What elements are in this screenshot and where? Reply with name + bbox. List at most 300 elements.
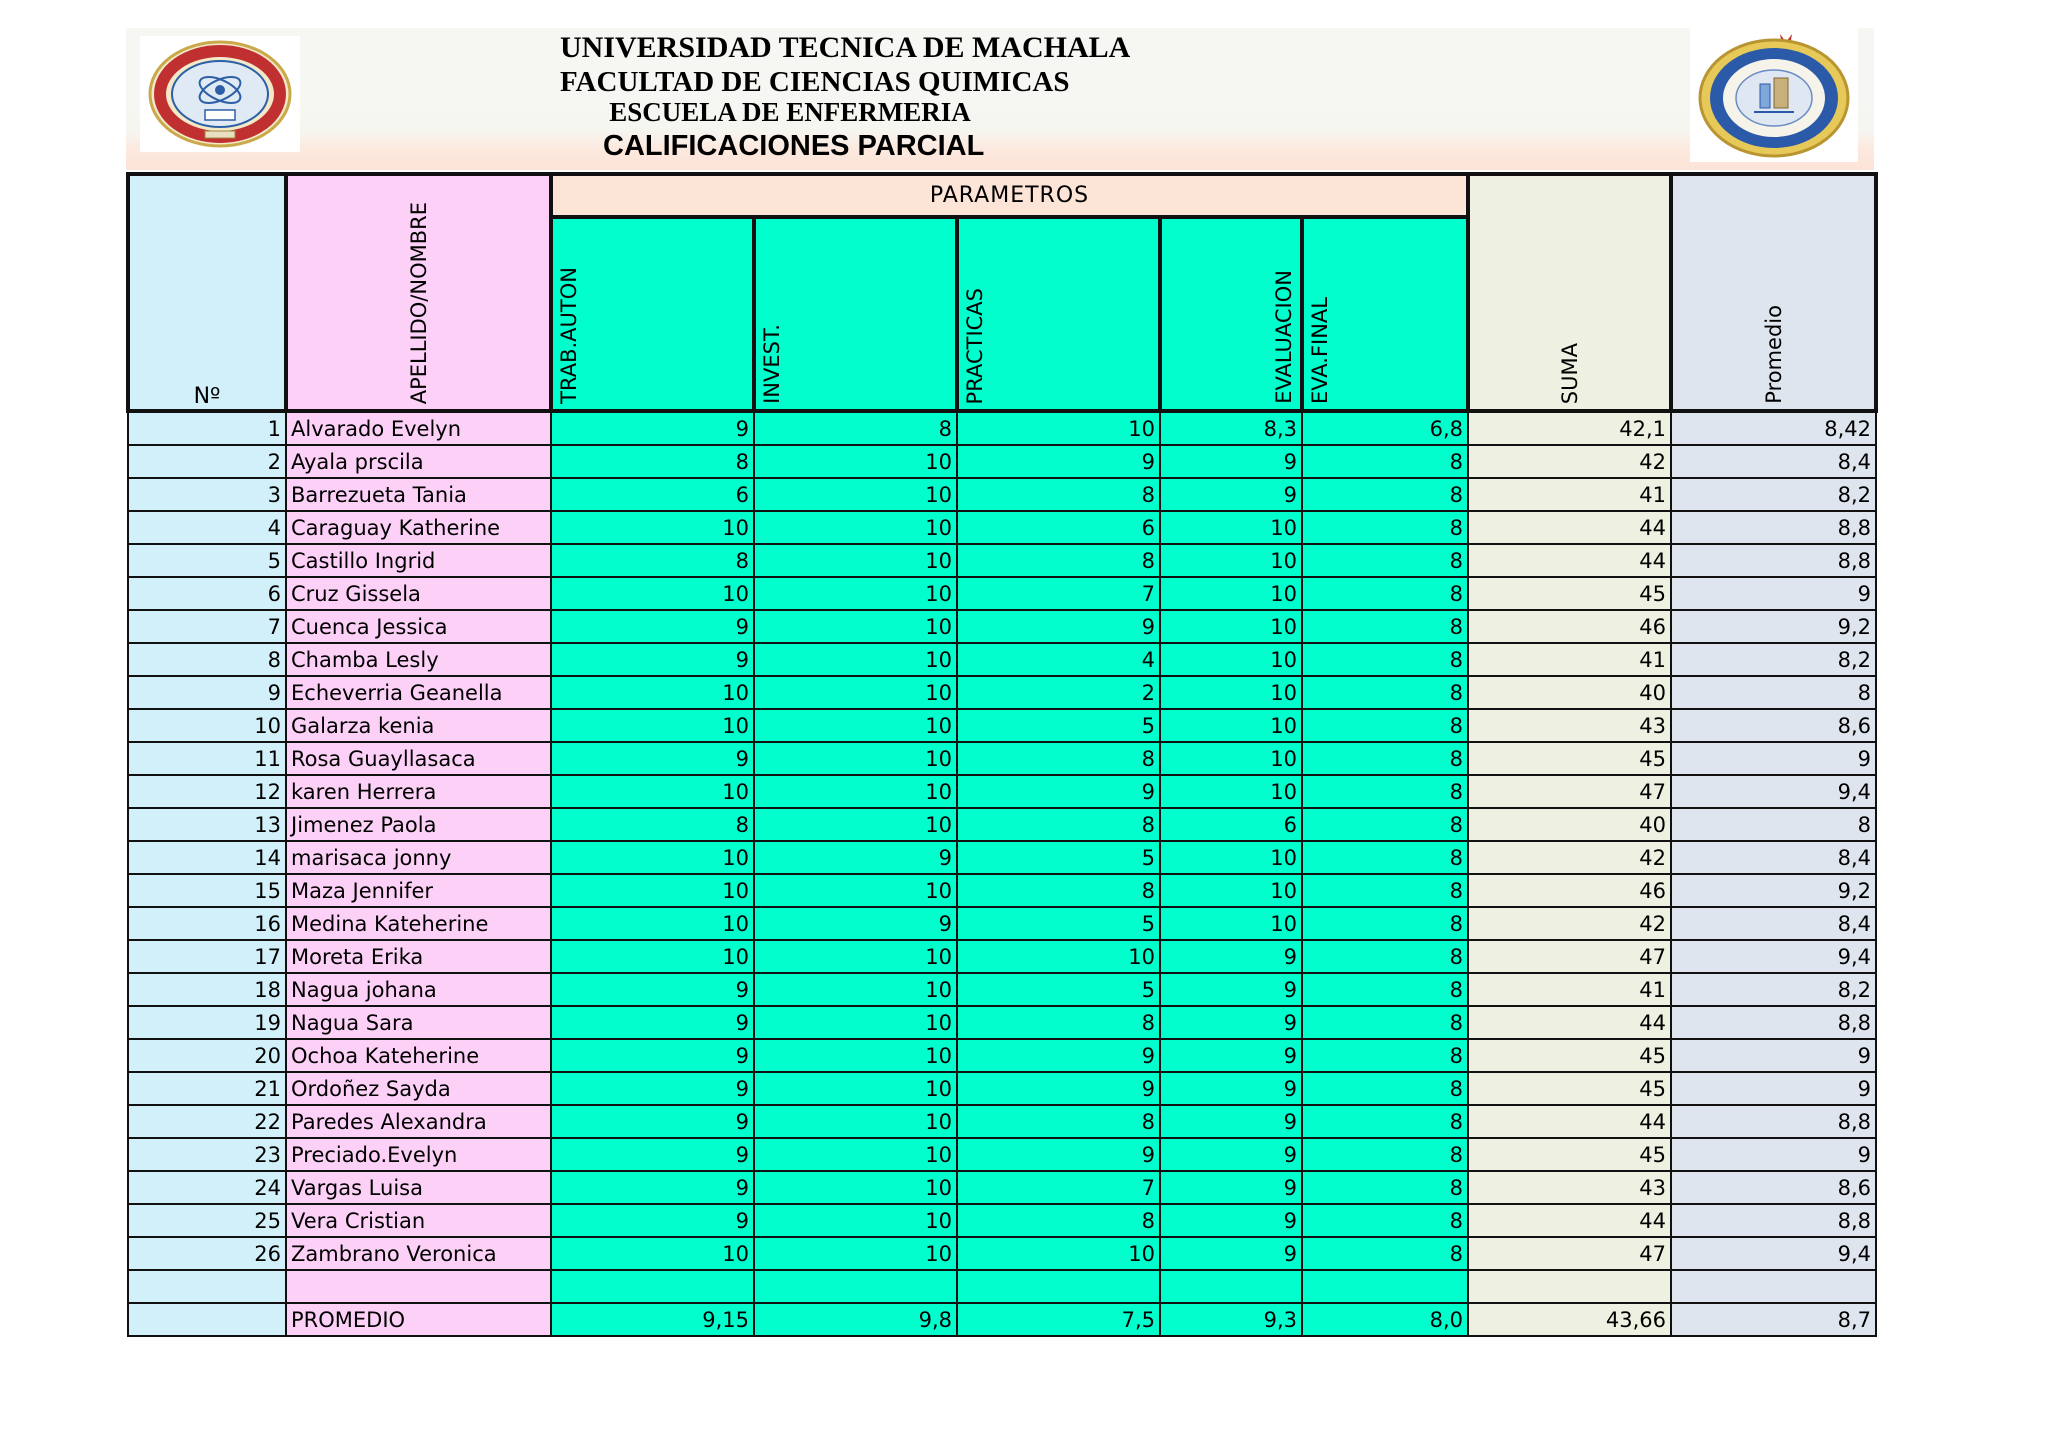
- cell-practicas: 8: [957, 742, 1160, 775]
- university-seal-icon: [145, 38, 295, 150]
- cell-name: Galarza kenia: [286, 709, 551, 742]
- cell-practicas: 7: [957, 577, 1160, 610]
- table-row: [128, 445, 1876, 478]
- summary-cell-practicas: 7,5: [957, 1303, 1160, 1336]
- cell-number: 16: [128, 907, 286, 940]
- cell-trab-auton: 10: [551, 709, 754, 742]
- table-row: [128, 742, 1876, 775]
- cell-evaluacion: 10: [1160, 544, 1302, 577]
- cell-number: 25: [128, 1204, 286, 1237]
- cell-eva-final: 8: [1302, 511, 1468, 544]
- cell-suma: 44: [1468, 1204, 1671, 1237]
- cell-promedio: 8: [1671, 808, 1876, 841]
- cell-evaluacion: 9: [1160, 940, 1302, 973]
- summary-cell-trab-auton: 9,15: [551, 1303, 754, 1336]
- cell-practicas: 4: [957, 643, 1160, 676]
- cell-suma: 44: [1468, 544, 1671, 577]
- cell-practicas: 8: [957, 1006, 1160, 1039]
- cell-practicas: 9: [957, 1138, 1160, 1171]
- cell-trab-auton: 8: [551, 445, 754, 478]
- cell-evaluacion: 10: [1160, 610, 1302, 643]
- cell-eva-final: 8: [1302, 643, 1468, 676]
- cell-trab-auton: 9: [551, 411, 754, 445]
- cell-number: 6: [128, 577, 286, 610]
- cell-eva-final: 8: [1302, 1072, 1468, 1105]
- cell-trab-auton: 10: [551, 577, 754, 610]
- cell-practicas: 10: [957, 411, 1160, 445]
- cell-suma: 44: [1468, 1006, 1671, 1039]
- cell-invest: 10: [754, 973, 957, 1006]
- cell-evaluacion: 10: [1160, 775, 1302, 808]
- summary-row: [128, 1303, 1876, 1336]
- cell-promedio: 9: [1671, 1072, 1876, 1105]
- summary-cell-evaluacion: 9,3: [1160, 1303, 1302, 1336]
- cell-practicas: 5: [957, 907, 1160, 940]
- cell-practicas: 5: [957, 973, 1160, 1006]
- cell-name: Nagua Sara: [286, 1006, 551, 1039]
- cell-practicas: 7: [957, 1171, 1160, 1204]
- cell-eva-final: 8: [1302, 742, 1468, 775]
- cell-suma: 41: [1468, 643, 1671, 676]
- cell-invest: 10: [754, 775, 957, 808]
- cell-name: Chamba Lesly: [286, 643, 551, 676]
- cell-name: Castillo Ingrid: [286, 544, 551, 577]
- cell-invest: 10: [754, 478, 957, 511]
- cell-trab-auton: 10: [551, 676, 754, 709]
- cell-number: 3: [128, 478, 286, 511]
- table-row: [128, 577, 1876, 610]
- column-header-sum: [1468, 174, 1671, 411]
- cell-promedio: 9,2: [1671, 610, 1876, 643]
- cell-practicas: 9: [957, 1072, 1160, 1105]
- cell-invest: 10: [754, 511, 957, 544]
- university-logo: [140, 36, 300, 152]
- cell-evaluacion: 10: [1160, 676, 1302, 709]
- param-label: INVEST.: [760, 324, 784, 404]
- cell-invest: 10: [754, 544, 957, 577]
- cell-name: Ayala prscila: [286, 445, 551, 478]
- cell-practicas: 8: [957, 874, 1160, 907]
- report-title: CALIFICACIONES PARCIAL: [603, 130, 985, 162]
- cell-eva-final: 8: [1302, 1039, 1468, 1072]
- table-row: [128, 973, 1876, 1006]
- cell-evaluacion: 10: [1160, 841, 1302, 874]
- cell-name: Alvarado Evelyn: [286, 411, 551, 445]
- grades-table: [126, 172, 1878, 1337]
- cell-trab-auton: 9: [551, 1039, 754, 1072]
- cell-name: Ordoñez Sayda: [286, 1072, 551, 1105]
- cell-invest: 10: [754, 709, 957, 742]
- column-header-param: [551, 217, 754, 411]
- cell-promedio: 8,8: [1671, 1006, 1876, 1039]
- cell-evaluacion: 10: [1160, 577, 1302, 610]
- cell-trab-auton: 10: [551, 841, 754, 874]
- cell-practicas: 5: [957, 841, 1160, 874]
- cell-eva-final: 8: [1302, 478, 1468, 511]
- cell-invest: 10: [754, 1006, 957, 1039]
- cell-trab-auton: 10: [551, 1237, 754, 1270]
- cell-suma: 46: [1468, 610, 1671, 643]
- cell-suma: 43: [1468, 709, 1671, 742]
- cell-number: 24: [128, 1171, 286, 1204]
- cell-invest: 10: [754, 445, 957, 478]
- table-row: [128, 1171, 1876, 1204]
- cell-invest: 10: [754, 1237, 957, 1270]
- cell-promedio: 8: [1671, 676, 1876, 709]
- cell-promedio: 9,4: [1671, 1237, 1876, 1270]
- cell-suma: 41: [1468, 478, 1671, 511]
- cell-evaluacion: 9: [1160, 478, 1302, 511]
- cell-evaluacion: 9: [1160, 1138, 1302, 1171]
- column-header-param: [754, 217, 957, 411]
- cell-evaluacion: 10: [1160, 511, 1302, 544]
- cell-practicas: 8: [957, 1204, 1160, 1237]
- cell-practicas: 8: [957, 1105, 1160, 1138]
- empty-cell: [1671, 1270, 1876, 1303]
- cell-trab-auton: 8: [551, 544, 754, 577]
- cell-suma: 45: [1468, 1039, 1671, 1072]
- cell-promedio: 9,2: [1671, 874, 1876, 907]
- cell-practicas: 9: [957, 610, 1160, 643]
- cell-name: Echeverria Geanella: [286, 676, 551, 709]
- cell-name: Zambrano Veronica: [286, 1237, 551, 1270]
- column-header-param: [957, 217, 1160, 411]
- column-header-name: [286, 174, 551, 411]
- cell-number: 15: [128, 874, 286, 907]
- cell-invest: 10: [754, 808, 957, 841]
- cell-invest: 10: [754, 940, 957, 973]
- cell-invest: 10: [754, 874, 957, 907]
- cell-trab-auton: 10: [551, 511, 754, 544]
- cell-suma: 44: [1468, 1105, 1671, 1138]
- cell-promedio: 8,42: [1671, 411, 1876, 445]
- cell-evaluacion: 9: [1160, 1105, 1302, 1138]
- cell-trab-auton: 8: [551, 808, 754, 841]
- cell-suma: 45: [1468, 742, 1671, 775]
- cell-promedio: 8,2: [1671, 643, 1876, 676]
- cell-practicas: 8: [957, 478, 1160, 511]
- cell-promedio: 9: [1671, 1039, 1876, 1072]
- cell-eva-final: 8: [1302, 808, 1468, 841]
- summary-cell-suma: 43,66: [1468, 1303, 1671, 1336]
- faculty-seal-icon: [1694, 28, 1854, 160]
- cell-promedio: 8,4: [1671, 907, 1876, 940]
- table-row: [128, 1138, 1876, 1171]
- column-header-name-label: APELLIDO/NOMBRE: [406, 201, 431, 404]
- cell-number: 18: [128, 973, 286, 1006]
- cell-number: 13: [128, 808, 286, 841]
- cell-practicas: 9: [957, 775, 1160, 808]
- empty-cell: [754, 1270, 957, 1303]
- cell-promedio: 8,6: [1671, 1171, 1876, 1204]
- cell-promedio: 8,4: [1671, 445, 1876, 478]
- cell-suma: 40: [1468, 808, 1671, 841]
- cell-promedio: 9: [1671, 1138, 1876, 1171]
- cell-evaluacion: 10: [1160, 643, 1302, 676]
- cell-practicas: 5: [957, 709, 1160, 742]
- cell-name: Vargas Luisa: [286, 1171, 551, 1204]
- cell-eva-final: 8: [1302, 1171, 1468, 1204]
- table-row: [128, 411, 1876, 445]
- cell-number: 2: [128, 445, 286, 478]
- table-row: [128, 874, 1876, 907]
- cell-invest: 8: [754, 411, 957, 445]
- cell-invest: 9: [754, 841, 957, 874]
- cell-name: karen Herrera: [286, 775, 551, 808]
- cell-invest: 10: [754, 676, 957, 709]
- cell-number: 12: [128, 775, 286, 808]
- cell-eva-final: 8: [1302, 676, 1468, 709]
- cell-suma: 42: [1468, 841, 1671, 874]
- summary-cell-invest: 9,8: [754, 1303, 957, 1336]
- cell-evaluacion: 10: [1160, 874, 1302, 907]
- cell-trab-auton: 9: [551, 1171, 754, 1204]
- cell-promedio: 8,8: [1671, 1204, 1876, 1237]
- column-header-param: [1302, 217, 1468, 411]
- cell-suma: 45: [1468, 1138, 1671, 1171]
- cell-promedio: 8,6: [1671, 709, 1876, 742]
- cell-promedio: 8,4: [1671, 841, 1876, 874]
- cell-evaluacion: 9: [1160, 1039, 1302, 1072]
- cell-evaluacion: 8,3: [1160, 411, 1302, 445]
- cell-eva-final: 6,8: [1302, 411, 1468, 445]
- cell-evaluacion: 9: [1160, 1072, 1302, 1105]
- cell-suma: 47: [1468, 775, 1671, 808]
- cell-suma: 42: [1468, 907, 1671, 940]
- cell-invest: 10: [754, 742, 957, 775]
- param-label: PRACTICAS: [963, 287, 987, 404]
- cell-invest: 10: [754, 1039, 957, 1072]
- cell-invest: 10: [754, 577, 957, 610]
- cell-name: Jimenez Paola: [286, 808, 551, 841]
- cell-trab-auton: 9: [551, 610, 754, 643]
- cell-invest: 10: [754, 610, 957, 643]
- cell-promedio: 8,2: [1671, 478, 1876, 511]
- cell-practicas: 9: [957, 1039, 1160, 1072]
- cell-eva-final: 8: [1302, 841, 1468, 874]
- column-header-average: [1671, 174, 1876, 411]
- cell-invest: 10: [754, 643, 957, 676]
- cell-name: Nagua johana: [286, 973, 551, 1006]
- cell-trab-auton: 10: [551, 940, 754, 973]
- cell-number: 23: [128, 1138, 286, 1171]
- cell-number: 9: [128, 676, 286, 709]
- cell-number: 10: [128, 709, 286, 742]
- cell-suma: 45: [1468, 1072, 1671, 1105]
- cell-number: 26: [128, 1237, 286, 1270]
- cell-suma: 45: [1468, 577, 1671, 610]
- cell-name: Preciado.Evelyn: [286, 1138, 551, 1171]
- cell-trab-auton: 9: [551, 1138, 754, 1171]
- cell-number: 19: [128, 1006, 286, 1039]
- table-row: [128, 610, 1876, 643]
- cell-evaluacion: 10: [1160, 742, 1302, 775]
- cell-invest: 10: [754, 1138, 957, 1171]
- cell-promedio: 9: [1671, 742, 1876, 775]
- cell-eva-final: 8: [1302, 577, 1468, 610]
- summary-cell-name: PROMEDIO: [286, 1303, 551, 1336]
- empty-cell: [286, 1270, 551, 1303]
- cell-suma: 44: [1468, 511, 1671, 544]
- cell-eva-final: 8: [1302, 940, 1468, 973]
- cell-number: 14: [128, 841, 286, 874]
- cell-practicas: 6: [957, 511, 1160, 544]
- cell-practicas: 10: [957, 1237, 1160, 1270]
- cell-promedio: 9: [1671, 577, 1876, 610]
- table-row: [128, 940, 1876, 973]
- cell-evaluacion: 9: [1160, 1237, 1302, 1270]
- cell-invest: 10: [754, 1072, 957, 1105]
- empty-cell: [128, 1270, 286, 1303]
- cell-trab-auton: 9: [551, 1204, 754, 1237]
- cell-evaluacion: 9: [1160, 1171, 1302, 1204]
- parameters-group-header: PARAMETROS: [551, 174, 1468, 217]
- empty-row: [128, 1270, 1876, 1303]
- cell-invest: 10: [754, 1105, 957, 1138]
- param-label: TRAB.AUTON: [557, 267, 581, 404]
- cell-promedio: 9,4: [1671, 940, 1876, 973]
- cell-eva-final: 8: [1302, 544, 1468, 577]
- summary-cell-promedio: 8,7: [1671, 1303, 1876, 1336]
- column-header-param: [1160, 217, 1302, 411]
- cell-name: Cruz Gissela: [286, 577, 551, 610]
- cell-number: 8: [128, 643, 286, 676]
- cell-number: 17: [128, 940, 286, 973]
- cell-invest: 10: [754, 1204, 957, 1237]
- cell-eva-final: 8: [1302, 445, 1468, 478]
- table-row: [128, 808, 1876, 841]
- cell-eva-final: 8: [1302, 1204, 1468, 1237]
- cell-number: 4: [128, 511, 286, 544]
- cell-name: Ochoa Kateherine: [286, 1039, 551, 1072]
- empty-cell: [551, 1270, 754, 1303]
- column-header-sum-label: SUMA: [1557, 342, 1582, 404]
- cell-trab-auton: 9: [551, 1105, 754, 1138]
- cell-promedio: 9,4: [1671, 775, 1876, 808]
- cell-promedio: 8,8: [1671, 511, 1876, 544]
- cell-evaluacion: 10: [1160, 709, 1302, 742]
- cell-number: 20: [128, 1039, 286, 1072]
- cell-practicas: 2: [957, 676, 1160, 709]
- cell-trab-auton: 10: [551, 874, 754, 907]
- table-row: [128, 907, 1876, 940]
- cell-number: 5: [128, 544, 286, 577]
- summary-cell-number: [128, 1303, 286, 1336]
- cell-evaluacion: 9: [1160, 1204, 1302, 1237]
- cell-eva-final: 8: [1302, 1237, 1468, 1270]
- cell-name: marisaca jonny: [286, 841, 551, 874]
- empty-cell: [1468, 1270, 1671, 1303]
- param-label: EVA.FINAL: [1308, 296, 1332, 404]
- cell-practicas: 8: [957, 544, 1160, 577]
- cell-promedio: 8,8: [1671, 544, 1876, 577]
- cell-invest: 9: [754, 907, 957, 940]
- cell-trab-auton: 9: [551, 973, 754, 1006]
- table-row: [128, 1039, 1876, 1072]
- param-label: EVALUACION: [1272, 270, 1296, 404]
- cell-number: 22: [128, 1105, 286, 1138]
- cell-suma: 40: [1468, 676, 1671, 709]
- cell-name: Maza Jennifer: [286, 874, 551, 907]
- cell-suma: 47: [1468, 940, 1671, 973]
- cell-evaluacion: 9: [1160, 973, 1302, 1006]
- cell-trab-auton: 9: [551, 643, 754, 676]
- table-row: [128, 709, 1876, 742]
- cell-evaluacion: 10: [1160, 907, 1302, 940]
- cell-number: 1: [128, 411, 286, 445]
- cell-practicas: 9: [957, 445, 1160, 478]
- table-row: [128, 1204, 1876, 1237]
- cell-eva-final: 8: [1302, 874, 1468, 907]
- table-row: [128, 1237, 1876, 1270]
- table-row: [128, 676, 1876, 709]
- table-row: [128, 1072, 1876, 1105]
- cell-trab-auton: 9: [551, 1072, 754, 1105]
- cell-eva-final: 8: [1302, 1105, 1468, 1138]
- cell-number: 21: [128, 1072, 286, 1105]
- empty-cell: [1160, 1270, 1302, 1303]
- cell-evaluacion: 6: [1160, 808, 1302, 841]
- cell-number: 7: [128, 610, 286, 643]
- cell-practicas: 10: [957, 940, 1160, 973]
- cell-invest: 10: [754, 1171, 957, 1204]
- cell-name: Caraguay Katherine: [286, 511, 551, 544]
- cell-name: Paredes Alexandra: [286, 1105, 551, 1138]
- table-row: [128, 544, 1876, 577]
- cell-name: Medina Kateherine: [286, 907, 551, 940]
- cell-promedio: 8,8: [1671, 1105, 1876, 1138]
- cell-name: Barrezueta Tania: [286, 478, 551, 511]
- table-row: [128, 841, 1876, 874]
- cell-evaluacion: 9: [1160, 1006, 1302, 1039]
- school-title: ESCUELA DE ENFERMERIA: [609, 99, 971, 123]
- cell-number: 11: [128, 742, 286, 775]
- cell-suma: 47: [1468, 1237, 1671, 1270]
- cell-promedio: 8,2: [1671, 973, 1876, 1006]
- summary-cell-eva-final: 8,0: [1302, 1303, 1468, 1336]
- cell-name: Rosa Guayllasaca: [286, 742, 551, 775]
- column-header-number: Nº: [128, 174, 286, 411]
- cell-eva-final: 8: [1302, 973, 1468, 1006]
- cell-trab-auton: 9: [551, 1006, 754, 1039]
- cell-name: Cuenca Jessica: [286, 610, 551, 643]
- empty-cell: [1302, 1270, 1468, 1303]
- cell-suma: 46: [1468, 874, 1671, 907]
- cell-eva-final: 8: [1302, 907, 1468, 940]
- cell-practicas: 8: [957, 808, 1160, 841]
- table-row: [128, 643, 1876, 676]
- faculty-title: FACULTAD DE CIENCIAS QUIMICAS: [560, 66, 1070, 98]
- university-title: UNIVERSIDAD TECNICA DE MACHALA: [560, 31, 1131, 64]
- table-row: [128, 511, 1876, 544]
- cell-eva-final: 8: [1302, 775, 1468, 808]
- faculty-logo: [1690, 26, 1858, 162]
- cell-eva-final: 8: [1302, 1138, 1468, 1171]
- cell-evaluacion: 9: [1160, 445, 1302, 478]
- cell-trab-auton: 6: [551, 478, 754, 511]
- cell-suma: 42: [1468, 445, 1671, 478]
- empty-cell: [957, 1270, 1160, 1303]
- cell-suma: 42,1: [1468, 411, 1671, 445]
- cell-suma: 43: [1468, 1171, 1671, 1204]
- column-header-average-label: Promedio: [1761, 305, 1786, 404]
- cell-suma: 41: [1468, 973, 1671, 1006]
- cell-eva-final: 8: [1302, 1006, 1468, 1039]
- table-row: [128, 775, 1876, 808]
- cell-name: Vera Cristian: [286, 1204, 551, 1237]
- table-row: [128, 1006, 1876, 1039]
- cell-trab-auton: 9: [551, 742, 754, 775]
